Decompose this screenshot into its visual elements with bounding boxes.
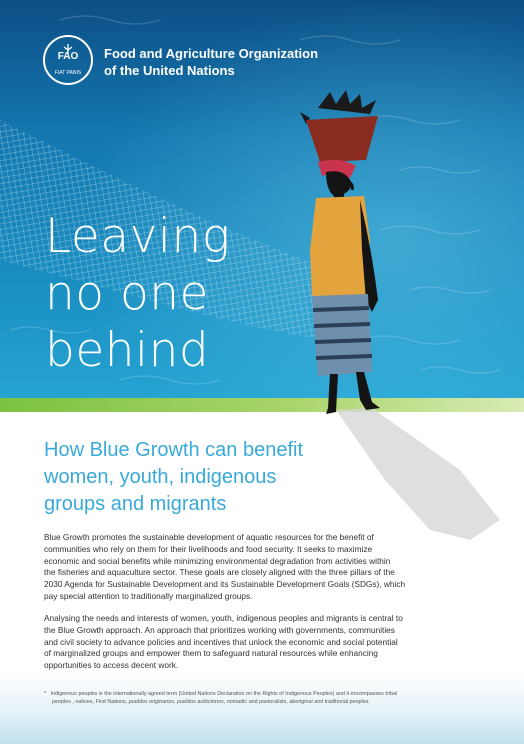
subtitle-line-3: groups and migrants: [44, 493, 227, 515]
title-line-3: behind: [45, 323, 210, 378]
footnote-text-b2: , nomadic and pastoralists, aboriginal and traditional peoples.: [223, 699, 370, 705]
org-name-line-2: of the United Nations: [104, 63, 235, 78]
footnote-text-a: Indigenous peoples is the internationally agreed term (United Nations Declaration on the Rights of Indigenous Peoples) and it encompasses tribal: [50, 691, 398, 697]
para2-line: opportunities to access decent work.: [44, 660, 179, 671]
fao-wheat-logo: [42, 34, 94, 86]
para2-line: and civil society to advance policies and incentives that unlock the economic and social potential: [44, 636, 398, 647]
body-paragraph-2: [44, 613, 424, 672]
logo-motto: FIAT PANIS: [54, 70, 82, 76]
cover-title: [45, 208, 230, 379]
para2-line: Analysing the needs and interests of women, youth, indigenous peoples and migrants is central to: [44, 613, 403, 623]
para1-line: economic and social benefits while minimizing environmental degradation from activities within: [44, 555, 391, 566]
para1-line: communities who rely on them for their livelihoods and food security. It seeks to maximize: [44, 543, 373, 554]
para1-line: pay special attention to traditionally marginalized groups.: [44, 590, 253, 601]
footnote-marker: *: [44, 691, 47, 697]
basket: [306, 116, 378, 162]
subtitle-line-2: women, youth, indigenous: [44, 466, 277, 488]
footnote: [44, 690, 464, 706]
para2-line: of marginalized groups and empower them to safeguard natural resources while enhancing: [44, 648, 378, 659]
logo-letters: FAO: [57, 51, 79, 62]
title-line-2: no one: [45, 266, 209, 321]
subtitle-line-1: How Blue Growth can benefit: [44, 439, 304, 461]
para2-line: the Blue Growth approach. An approach that prioritizes working with governments, communities: [44, 624, 395, 635]
org-name-line-1: Food and Agriculture Organization: [104, 46, 319, 61]
para1-line: Blue Growth promotes the sustainable development of aquatic resources for the benefit of: [44, 532, 374, 542]
subtitle: [44, 437, 364, 518]
para1-line: the fisheries and aquaculture sector. These goals are closely aligned with the three pillars of the: [44, 567, 395, 578]
title-line-1: Leaving: [45, 209, 231, 264]
footnote-text-b1: peoples , natives, First Nations,: [52, 699, 129, 705]
para1-line: 2030 Agenda for Sustainable Development and its Sustainable Development Goals (SDGs), which: [44, 579, 406, 590]
body-paragraph-1: [44, 532, 424, 603]
organization-name: [104, 45, 318, 79]
footnote-text-b-italic: pueblos originarios, pueblos autóctonos: [128, 699, 224, 705]
striped-skirt: [312, 294, 372, 376]
